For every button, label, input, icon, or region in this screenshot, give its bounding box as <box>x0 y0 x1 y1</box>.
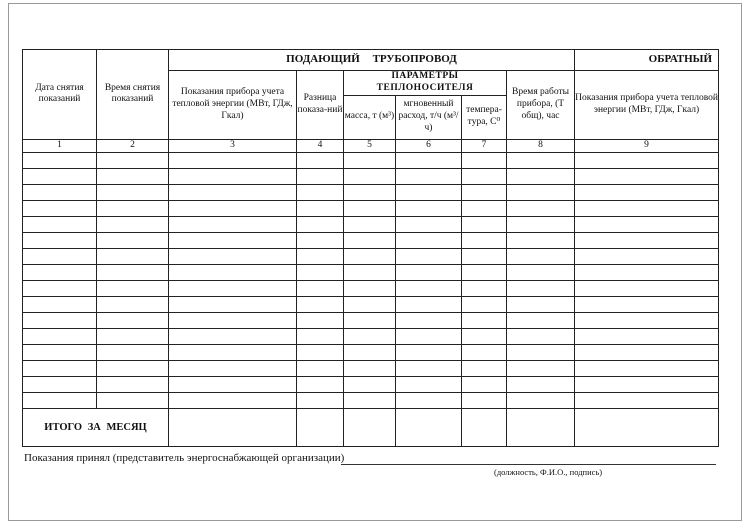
table-cell[interactable] <box>396 344 462 360</box>
table-cell[interactable] <box>97 328 169 344</box>
table-cell[interactable] <box>344 312 396 328</box>
table-cell[interactable] <box>396 392 462 408</box>
total-label: ИТОГО ЗА МЕСЯЦ <box>23 408 169 446</box>
table-cell[interactable] <box>297 376 344 392</box>
column-number: 5 <box>344 139 396 152</box>
col-header-time: Время снятия показаний <box>97 50 169 140</box>
table-row <box>23 168 719 184</box>
table-cell[interactable] <box>169 168 297 184</box>
table-cell[interactable] <box>97 248 169 264</box>
table-cell[interactable] <box>396 232 462 248</box>
table-row <box>23 392 719 408</box>
table-cell[interactable] <box>97 296 169 312</box>
return-pipeline-title: ОБРАТНЫЙ <box>575 50 719 71</box>
table-cell[interactable] <box>507 360 575 376</box>
table-cell[interactable] <box>169 392 297 408</box>
table-cell[interactable] <box>575 296 719 312</box>
table-cell[interactable] <box>97 184 169 200</box>
table-cell[interactable] <box>344 392 396 408</box>
accepted-by-label: Показания принял (представитель энергоснабжающей организации) <box>24 452 345 464</box>
data-rows <box>23 152 719 408</box>
table-cell[interactable] <box>297 360 344 376</box>
table-cell[interactable] <box>297 232 344 248</box>
table-cell[interactable] <box>575 216 719 232</box>
readings-table <box>22 49 719 447</box>
table-cell[interactable] <box>23 344 97 360</box>
col-header-meter-return: Показания прибора учета тепловой энергии (МВт, ГДж, Гкал) <box>575 71 719 140</box>
table-cell[interactable] <box>575 184 719 200</box>
table-cell[interactable] <box>462 264 507 280</box>
table-cell[interactable] <box>344 200 396 216</box>
column-number: 2 <box>97 139 169 152</box>
table-cell[interactable] <box>97 200 169 216</box>
table-cell[interactable] <box>297 312 344 328</box>
table-cell[interactable] <box>23 296 97 312</box>
table-cell[interactable] <box>344 328 396 344</box>
table-cell[interactable] <box>297 328 344 344</box>
table-cell[interactable] <box>344 360 396 376</box>
table-cell[interactable] <box>575 312 719 328</box>
table-row <box>23 312 719 328</box>
table-cell[interactable] <box>344 232 396 248</box>
table-cell[interactable] <box>507 344 575 360</box>
total-cell[interactable] <box>462 408 507 446</box>
table-cell[interactable] <box>462 248 507 264</box>
table-cell[interactable] <box>396 264 462 280</box>
table-row <box>23 328 719 344</box>
table-cell[interactable] <box>575 392 719 408</box>
table-cell[interactable] <box>97 216 169 232</box>
col-header-mass: масса, т (м³) <box>344 95 396 139</box>
table-cell[interactable] <box>97 344 169 360</box>
table-cell[interactable] <box>575 360 719 376</box>
table-cell[interactable] <box>297 280 344 296</box>
column-number: 3 <box>169 139 297 152</box>
table-row <box>23 360 719 376</box>
table-cell[interactable] <box>462 232 507 248</box>
table-cell[interactable] <box>396 328 462 344</box>
col-header-flow: мгновенный расход, т/ч (м³/ч) <box>396 95 462 139</box>
table-cell[interactable] <box>23 216 97 232</box>
table-cell[interactable] <box>297 392 344 408</box>
table-cell[interactable] <box>575 280 719 296</box>
table-cell[interactable] <box>462 200 507 216</box>
table-cell[interactable] <box>169 248 297 264</box>
table-row <box>23 376 719 392</box>
table-row <box>23 264 719 280</box>
table-cell[interactable] <box>169 376 297 392</box>
table-cell[interactable] <box>507 280 575 296</box>
table-cell[interactable] <box>344 264 396 280</box>
table-cell[interactable] <box>97 152 169 168</box>
table-cell[interactable] <box>297 216 344 232</box>
table-cell[interactable] <box>344 184 396 200</box>
signature-line[interactable] <box>341 464 716 465</box>
table-cell[interactable] <box>507 312 575 328</box>
table-cell[interactable] <box>297 264 344 280</box>
table-cell[interactable] <box>169 232 297 248</box>
table-cell[interactable] <box>23 376 97 392</box>
table-cell[interactable] <box>297 184 344 200</box>
table-cell[interactable] <box>396 296 462 312</box>
table-cell[interactable] <box>23 248 97 264</box>
table-cell[interactable] <box>462 168 507 184</box>
table-cell[interactable] <box>344 376 396 392</box>
table-cell[interactable] <box>462 216 507 232</box>
table-cell[interactable] <box>169 184 297 200</box>
table-cell[interactable] <box>23 168 97 184</box>
table-cell[interactable] <box>344 216 396 232</box>
table-cell[interactable] <box>23 152 97 168</box>
table-cell[interactable] <box>575 168 719 184</box>
table-cell[interactable] <box>507 200 575 216</box>
table-cell[interactable] <box>169 264 297 280</box>
table-cell[interactable] <box>396 360 462 376</box>
table-cell[interactable] <box>396 248 462 264</box>
table-cell[interactable] <box>169 152 297 168</box>
column-numbers-row <box>23 139 719 152</box>
column-number: 4 <box>297 139 344 152</box>
table-cell[interactable] <box>507 168 575 184</box>
column-number: 7 <box>462 139 507 152</box>
table-cell[interactable] <box>396 152 462 168</box>
table-cell[interactable] <box>575 200 719 216</box>
table-cell[interactable] <box>396 312 462 328</box>
table-cell[interactable] <box>575 376 719 392</box>
total-cell[interactable] <box>396 408 462 446</box>
table-cell[interactable] <box>297 344 344 360</box>
table-cell[interactable] <box>462 376 507 392</box>
table-cell[interactable] <box>23 232 97 248</box>
table-cell[interactable] <box>462 360 507 376</box>
table-cell[interactable] <box>462 312 507 328</box>
table-cell[interactable] <box>507 376 575 392</box>
table-cell[interactable] <box>23 184 97 200</box>
table-cell[interactable] <box>97 280 169 296</box>
table-cell[interactable] <box>507 184 575 200</box>
table-cell[interactable] <box>462 392 507 408</box>
table-cell[interactable] <box>97 376 169 392</box>
total-row <box>23 408 719 446</box>
table-cell[interactable] <box>396 216 462 232</box>
table-row <box>23 152 719 168</box>
table-cell[interactable] <box>507 152 575 168</box>
signature-hint: (должность, Ф.И.О., подпись) <box>494 467 603 477</box>
table-cell[interactable] <box>575 232 719 248</box>
table-cell[interactable] <box>97 168 169 184</box>
table-cell[interactable] <box>507 248 575 264</box>
total-cell[interactable] <box>507 408 575 446</box>
table-cell[interactable] <box>575 328 719 344</box>
table-cell[interactable] <box>169 344 297 360</box>
table-row <box>23 280 719 296</box>
table-cell[interactable] <box>297 248 344 264</box>
column-number: 8 <box>507 139 575 152</box>
table-cell[interactable] <box>507 232 575 248</box>
table-cell[interactable] <box>507 392 575 408</box>
table-cell[interactable] <box>396 376 462 392</box>
total-cell[interactable] <box>344 408 396 446</box>
col-header-temp: темпера-тура, С⁰ <box>462 95 507 139</box>
table-cell[interactable] <box>23 312 97 328</box>
table-cell[interactable] <box>169 280 297 296</box>
table-cell[interactable] <box>97 392 169 408</box>
col-header-runtime: Время работы прибора, (Т общ), час <box>507 71 575 140</box>
col-header-meter-supply: Показания прибора учета тепловой энергии (МВт, ГДж, Гкал) <box>169 71 297 140</box>
total-cell[interactable] <box>297 408 344 446</box>
table-cell[interactable] <box>462 328 507 344</box>
column-number: 1 <box>23 139 97 152</box>
table-cell[interactable] <box>169 312 297 328</box>
table-row <box>23 216 719 232</box>
table-cell[interactable] <box>396 168 462 184</box>
table-cell[interactable] <box>462 296 507 312</box>
table-cell[interactable] <box>23 328 97 344</box>
table-row <box>23 248 719 264</box>
table-cell[interactable] <box>297 200 344 216</box>
table-cell[interactable] <box>507 296 575 312</box>
table-row <box>23 296 719 312</box>
table-cell[interactable] <box>575 264 719 280</box>
table-cell[interactable] <box>344 168 396 184</box>
table-row <box>23 344 719 360</box>
table-cell[interactable] <box>169 216 297 232</box>
table-cell[interactable] <box>23 264 97 280</box>
table-cell[interactable] <box>462 152 507 168</box>
table-cell[interactable] <box>344 296 396 312</box>
table-cell[interactable] <box>344 248 396 264</box>
table-cell[interactable] <box>97 264 169 280</box>
table-cell[interactable] <box>169 360 297 376</box>
table-cell[interactable] <box>396 200 462 216</box>
table-cell[interactable] <box>23 280 97 296</box>
table-cell[interactable] <box>97 312 169 328</box>
table-cell[interactable] <box>344 344 396 360</box>
table-cell[interactable] <box>462 344 507 360</box>
table-cell[interactable] <box>575 248 719 264</box>
table-cell[interactable] <box>462 280 507 296</box>
total-cell[interactable] <box>169 408 297 446</box>
table-cell[interactable] <box>169 328 297 344</box>
table-row <box>23 184 719 200</box>
coolant-params-title: ПАРАМЕТРЫ ТЕПЛОНОСИТЕЛЯ <box>344 71 507 96</box>
table-cell[interactable] <box>297 152 344 168</box>
table-cell[interactable] <box>23 360 97 376</box>
table-cell[interactable] <box>344 152 396 168</box>
table-cell[interactable] <box>575 152 719 168</box>
table-cell[interactable] <box>97 360 169 376</box>
table-cell[interactable] <box>507 216 575 232</box>
table-cell[interactable] <box>97 232 169 248</box>
table-cell[interactable] <box>23 392 97 408</box>
column-number: 9 <box>575 139 719 152</box>
table-cell[interactable] <box>344 280 396 296</box>
supply-pipeline-title: ПОДАЮЩИЙ ТРУБОПРОВОД <box>169 50 575 71</box>
table-cell[interactable] <box>169 200 297 216</box>
table-cell[interactable] <box>507 328 575 344</box>
column-number: 6 <box>396 139 462 152</box>
table-cell[interactable] <box>169 296 297 312</box>
table-cell[interactable] <box>297 168 344 184</box>
table-cell[interactable] <box>507 264 575 280</box>
col-header-date: Дата снятия показаний <box>23 50 97 140</box>
total-cell[interactable] <box>575 408 719 446</box>
footer-signature <box>24 452 724 477</box>
table-cell[interactable] <box>297 296 344 312</box>
table-cell[interactable] <box>23 200 97 216</box>
table-cell[interactable] <box>396 280 462 296</box>
table-cell[interactable] <box>575 344 719 360</box>
table-cell[interactable] <box>396 184 462 200</box>
table-cell[interactable] <box>462 184 507 200</box>
table-row <box>23 200 719 216</box>
col-header-diff: Разница показа-ний <box>297 71 344 140</box>
table-row <box>23 232 719 248</box>
